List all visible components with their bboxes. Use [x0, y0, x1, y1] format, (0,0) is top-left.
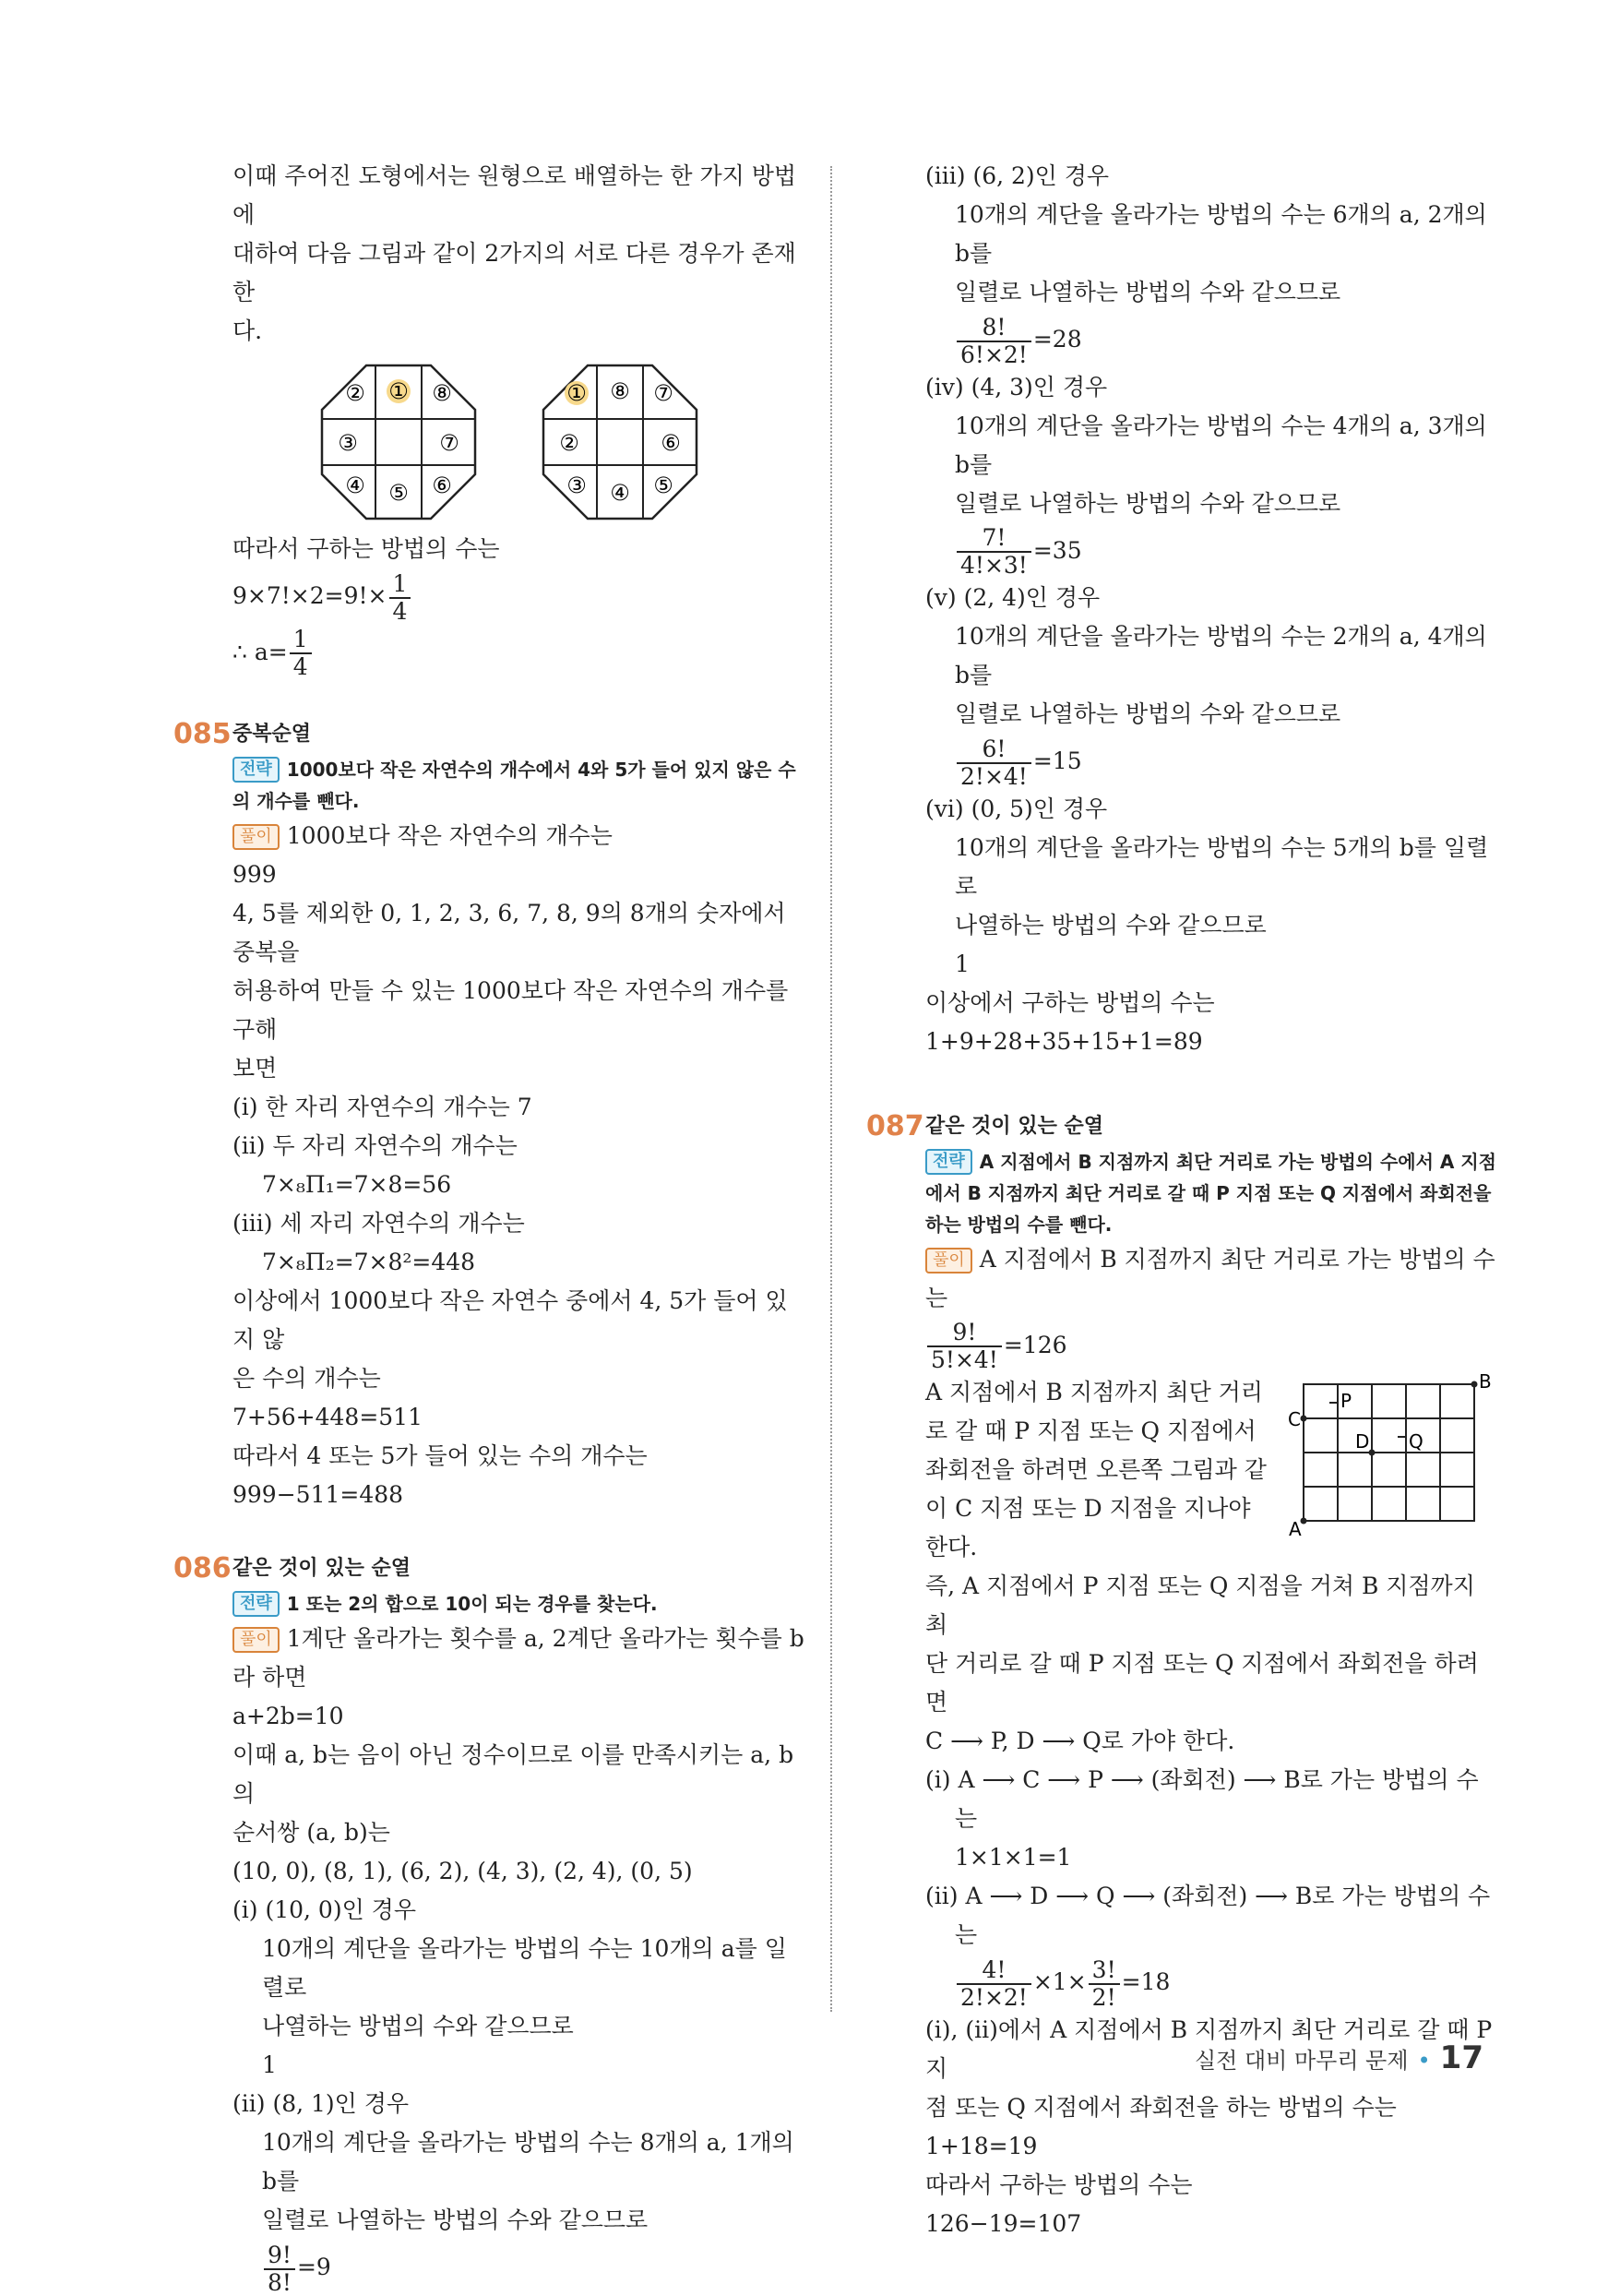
text-line: 허용하여 만들 수 있는 1000보다 작은 자연수의 개수를 구해	[232, 977, 789, 1043]
text-line: 10개의 계단을 올라가는 방법의 수는 5개의 b를 일렬로	[955, 833, 1489, 900]
text-line: 10개의 계단을 올라가는 방법의 수는 4개의 a, 3개의 b를	[955, 412, 1487, 478]
text-line: C ⟶ P, D ⟶ Q로 가야 한다.	[925, 1728, 1235, 1754]
strategy: 전략 1 또는 2의 합으로 10이 되는 경우를 찾는다.	[232, 1588, 804, 1620]
grid-label: Q	[1409, 1430, 1423, 1453]
case-heading: (ⅵ) (0, 5)인 경우	[925, 795, 1108, 822]
problem-number: 087	[866, 1109, 924, 1142]
equation: $\frac{8!}{6!\times 2!}$ =28	[925, 312, 1497, 368]
case-heading: (ⅳ) (4, 3)인 경우	[925, 373, 1108, 401]
problem-085	[173, 715, 804, 1514]
text-line: 단 거리로 갈 때 P 지점 또는 Q 지점에서 좌회전을 하려면	[925, 1650, 1479, 1716]
equation: 7×₈Π₁=7×8=56	[262, 1171, 452, 1198]
text-line: 일렬로 나열하는 방법의 수와 같으므로	[955, 489, 1341, 517]
octagon-cell: ⑧	[610, 378, 630, 404]
grid-label: A	[1289, 1518, 1302, 1539]
octagon-figure-2	[542, 364, 698, 520]
octagon-cell: ①	[388, 378, 409, 404]
case-heading: (ⅲ) (6, 2)인 경우	[925, 162, 1110, 189]
octagon-cell: ④	[345, 472, 365, 498]
solution-start: 풀이 1계단 올라가는 횟수를 a, 2계단 올라가는 횟수를 b	[232, 1620, 804, 1658]
left-column	[173, 157, 804, 2296]
strategy: 전략 A 지점에서 B 지점까지 최단 거리로 가는 방법의 수에서 A 지점에서 B 지점까지 최단 거리로 갈 때 P 지점 또는 Q 지점에서 좌회전을 하는 방법의 수를 뺀다.	[925, 1150, 1496, 1236]
text-line: 7+56+448=511	[232, 1404, 423, 1430]
solution-tag: 풀이	[925, 1248, 972, 1274]
right-column	[866, 157, 1497, 2243]
octagon-cell: ②	[345, 380, 365, 406]
text-line: 10개의 계단을 올라가는 방법의 수는 2개의 a, 4개의 b를	[955, 623, 1487, 688]
case-heading: (ⅴ) (2, 4)인 경우	[925, 584, 1101, 611]
octagon-figure-1	[320, 364, 477, 520]
text-line: (ⅲ) 세 자리 자연수의 개수는	[232, 1210, 525, 1237]
text-line: (ⅰ), (ⅱ)에서 A 지점에서 B 지점까지 최단 거리로 갈 때 P 지	[925, 2015, 1493, 2082]
text-line: 999−511=488	[232, 1481, 404, 1508]
text-line: 10개의 계단을 올라가는 방법의 수는 8개의 a, 1개의 b를	[262, 2129, 794, 2194]
conclusion-text: 따라서 구하는 방법의 수는	[232, 535, 500, 562]
equation: 7×₈Π₂=7×8²=448	[262, 1249, 476, 1275]
octagon-cell: ⑧	[432, 380, 452, 406]
text-line: 나열하는 방법의 수와 같으므로	[955, 911, 1267, 939]
equation: 9×7!×2=9!× $\frac{1}{4}$	[232, 568, 804, 625]
intro-line: 대하여 다음 그림과 같이 2가지의 서로 다른 경우가 존재한	[232, 240, 796, 305]
text-line: 10개의 계단을 올라가는 방법의 수는 10개의 a를 일렬로	[262, 1935, 787, 2001]
equation: $\frac{9!}{8!}$ =9	[232, 2240, 804, 2296]
text-line: a+2b=10	[232, 1703, 344, 1729]
intro-line: 다.	[232, 317, 263, 344]
grid-label: D	[1355, 1430, 1370, 1453]
equation: $\frac{9!}{5!\times 4!}$ =126	[925, 1318, 1497, 1374]
grid-label: P	[1340, 1390, 1352, 1412]
equation: $\frac{7!}{4!\times 3!}$ =35	[925, 523, 1497, 580]
octagon-cell: ③	[338, 430, 358, 456]
problem-title: 같은 것이 있는 순열	[232, 1557, 411, 1580]
solution-start: 풀이 1000보다 작은 자연수의 개수는	[232, 817, 804, 855]
strategy-tag: 전략	[232, 757, 280, 783]
text-line: 로 갈 때 P 지점 또는 Q 지점에서	[925, 1417, 1257, 1444]
text-line: 10개의 계단을 올라가는 방법의 수는 6개의 a, 2개의 b를	[955, 201, 1487, 267]
text-line: 이때 a, b는 음이 아닌 정수이므로 이를 만족시키는 a, b의	[232, 1741, 794, 1807]
strategy-tag: 전략	[232, 1591, 280, 1617]
text-line: 순서쌍 (a, b)는	[232, 1819, 390, 1846]
octagon-cell: ②	[559, 430, 579, 456]
grid-figure	[1285, 1373, 1497, 1551]
column-divider	[830, 166, 832, 2012]
text-line: A 지점에서 B 지점까지 최단 거리	[925, 1379, 1263, 1405]
text-line: 일렬로 나열하는 방법의 수와 같으므로	[262, 2206, 649, 2233]
equation: $\frac{4!}{2!\times 2!}$ ×1× $\frac{3!}{2!}$ =18	[925, 1955, 1497, 2011]
case-heading: (ⅱ) (8, 1)인 경우	[232, 2090, 410, 2117]
text-line: 999	[232, 861, 277, 888]
octagon-cell: ⑤	[388, 480, 409, 506]
text-line: 는	[955, 1921, 978, 1948]
octagon-cell: ①	[566, 380, 587, 406]
text-line: 좌회전을 하려면 오른쪽 그림과 같	[925, 1456, 1267, 1483]
text-line: 점 또는 Q 지점에서 좌회전을 하는 방법의 수는	[925, 2093, 1397, 2121]
grid-label: C	[1288, 1408, 1301, 1430]
text-line: 이상에서 구하는 방법의 수는	[925, 988, 1215, 1016]
text-line: 한다.	[925, 1534, 978, 1561]
text-line: 은 수의 개수는	[232, 1365, 381, 1392]
strategy: 전략 1000보다 작은 자연수의 개수에서 4와 5가 들어 있지 않은 수의 개수를 뺀다.	[232, 759, 796, 812]
case-heading: (ⅰ) A ⟶ C ⟶ P ⟶ (좌회전) ⟶ B로 가는 방법의 수	[925, 1766, 1479, 1793]
text-line: 이 C 지점 또는 D 지점을 지나야	[925, 1495, 1251, 1522]
text-line: 일렬로 나열하는 방법의 수와 같으므로	[955, 279, 1341, 305]
equation: 1×1×1=1	[955, 1844, 1072, 1871]
grid-diagram	[1285, 1373, 1497, 1539]
equation: 1+9+28+35+15+1=89	[925, 1027, 1203, 1055]
problem-086	[173, 1549, 804, 2296]
problem-number: 085	[173, 718, 232, 750]
case-heading: (ⅰ) (10, 0)인 경우	[232, 1896, 416, 1923]
text-line: 나열하는 방법의 수와 같으므로	[262, 2013, 574, 2039]
text-line: 보면	[232, 1055, 278, 1082]
octagon-cell: ④	[610, 480, 630, 506]
footer-dot: •	[1417, 2048, 1431, 2074]
text-line: 즉, A 지점에서 P 지점 또는 Q 지점을 거쳐 B 지점까지 최	[925, 1573, 1475, 1638]
equation: 1+18=19	[925, 2132, 1038, 2159]
grid-label: B	[1479, 1373, 1492, 1393]
problem-title: 같은 것이 있는 순열	[925, 1114, 1103, 1138]
text-line: 이상에서 1000보다 작은 자연수 중에서 4, 5가 들어 있지 않	[232, 1287, 788, 1353]
text-line: 일렬로 나열하는 방법의 수와 같으므로	[955, 700, 1341, 727]
solution-start: 풀이 A 지점에서 B 지점까지 최단 거리로 가는 방법의 수	[925, 1240, 1497, 1279]
solution-tag: 풀이	[232, 824, 280, 850]
octagon-cell: ⑦	[439, 430, 459, 456]
text-line: 는	[955, 1805, 978, 1832]
text-line: (ⅱ) 두 자리 자연수의 개수는	[232, 1132, 518, 1159]
equation: ∴ a= $\frac{1}{4}$	[232, 625, 804, 681]
footer-title: 실전 대비 마무리 문제	[1194, 2048, 1409, 2074]
page-footer	[1195, 2039, 1483, 2076]
text-line: 따라서 구하는 방법의 수는	[925, 2170, 1193, 2198]
text-line: 4, 5를 제외한 0, 1, 2, 3, 6, 7, 8, 9의 8개의 숫자에서 중복을	[232, 900, 786, 965]
octagon-cell: ⑥	[661, 430, 681, 456]
strategy-tag: 전략	[925, 1149, 972, 1175]
equation: 1	[262, 2051, 277, 2078]
equation: $\frac{6!}{2!\times 4!}$ =15	[925, 734, 1497, 790]
equation: 126−19=107	[925, 2209, 1082, 2237]
intro-line: 이때 주어진 도형에서는 원형으로 배열하는 한 가지 방법에	[232, 162, 797, 228]
solution-tag: 풀이	[232, 1627, 280, 1653]
problem-title: 중복순열	[232, 723, 312, 746]
octagon-cell: ⑥	[432, 472, 452, 498]
octagon-cell: ⑤	[653, 472, 673, 498]
text-line: 따라서 4 또는 5가 들어 있는 수의 개수는	[232, 1442, 648, 1469]
case-heading: (ⅱ) A ⟶ D ⟶ Q ⟶ (좌회전) ⟶ B로 가는 방법의 수	[925, 1883, 1491, 1909]
equation: 1	[955, 950, 970, 977]
problem-number: 086	[173, 1552, 232, 1584]
octagon-figures	[232, 364, 804, 520]
text-line: 는	[925, 1284, 948, 1311]
page-number: 17	[1439, 2039, 1483, 2076]
octagon-cell: ③	[566, 472, 587, 498]
text-line: 라 하면	[232, 1664, 307, 1691]
text-line: (10, 0), (8, 1), (6, 2), (4, 3), (2, 4), (0, 5)	[232, 1858, 693, 1884]
text-line: (ⅰ) 한 자리 자연수의 개수는 7	[232, 1094, 532, 1120]
octagon-cell: ⑦	[653, 380, 673, 406]
